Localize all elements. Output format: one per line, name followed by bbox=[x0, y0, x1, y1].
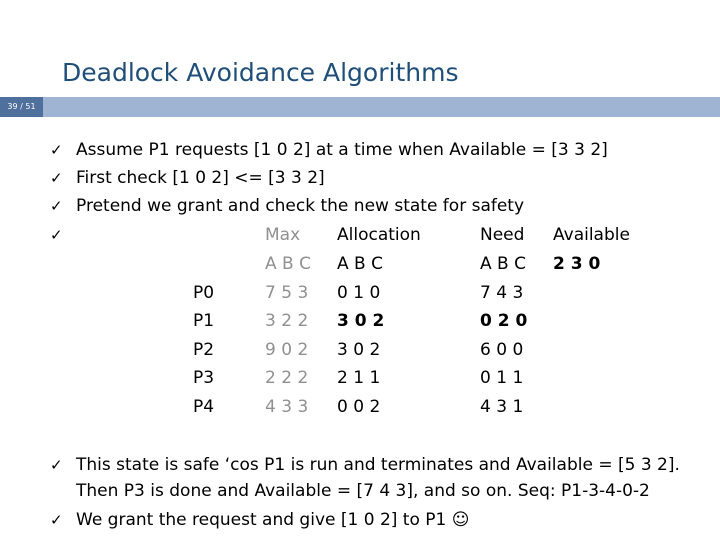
available-value: 2 3 0 bbox=[553, 254, 601, 274]
header-bar bbox=[0, 97, 720, 117]
header-allocation: Allocation bbox=[337, 225, 421, 245]
bullet-1 bbox=[50, 140, 608, 160]
bullet-2 bbox=[50, 168, 325, 188]
bullet-text: First check [1 0 2] <= [3 3 2] bbox=[76, 168, 325, 188]
check-icon: ✓ bbox=[50, 456, 63, 474]
bullet-4 bbox=[50, 225, 76, 245]
allocation-cell-highlighted: 3 0 2 bbox=[337, 311, 385, 331]
need-cell-highlighted: 0 2 0 bbox=[480, 311, 528, 331]
bullet-text: We grant the request and give [1 0 2] to P1 ☺ bbox=[76, 510, 470, 530]
max-cell: 3 2 2 bbox=[265, 311, 309, 331]
max-cell: 7 5 3 bbox=[265, 283, 309, 303]
bullet-6 bbox=[50, 510, 469, 530]
bullet-3 bbox=[50, 196, 524, 216]
allocation-cell: 2 1 1 bbox=[337, 368, 381, 388]
bullet-5 bbox=[50, 455, 680, 475]
process-label: P0 bbox=[193, 283, 215, 303]
process-label: P3 bbox=[193, 368, 215, 388]
process-label: P1 bbox=[193, 311, 215, 331]
header-max: Max bbox=[265, 225, 301, 245]
slide-number: 39 / 51 bbox=[0, 97, 43, 117]
check-icon: ✓ bbox=[50, 197, 63, 215]
bullet-text: Assume P1 requests [1 0 2] at a time when Available = [3 3 2] bbox=[76, 140, 608, 160]
max-cell: 4 3 3 bbox=[265, 397, 309, 417]
slide-title: Deadlock Avoidance Algorithms bbox=[62, 58, 459, 87]
check-icon: ✓ bbox=[50, 511, 63, 529]
process-label: P2 bbox=[193, 340, 215, 360]
header-need: Need bbox=[480, 225, 525, 245]
subheader-allocation: A B C bbox=[337, 254, 383, 274]
max-cell: 2 2 2 bbox=[265, 368, 309, 388]
allocation-cell: 0 0 2 bbox=[337, 397, 381, 417]
bullet-text: Pretend we grant and check the new state for safety bbox=[76, 196, 525, 216]
process-label: P4 bbox=[193, 397, 215, 417]
need-cell: 6 0 0 bbox=[480, 340, 524, 360]
bullet-5-continued: Then P3 is done and Available = [7 4 3], and so on. Seq: P1-3-4-0-2 bbox=[76, 481, 650, 501]
bullet-text: This state is safe ‘cos P1 is run and terminates and Available = [5 3 2]. bbox=[76, 455, 680, 475]
allocation-cell: 3 0 2 bbox=[337, 340, 381, 360]
need-cell: 4 3 1 bbox=[480, 397, 524, 417]
check-icon: ✓ bbox=[50, 141, 63, 159]
allocation-cell: 0 1 0 bbox=[337, 283, 381, 303]
subheader-max: A B C bbox=[265, 254, 311, 274]
need-cell: 7 4 3 bbox=[480, 283, 524, 303]
check-icon: ✓ bbox=[50, 226, 63, 244]
max-cell: 9 0 2 bbox=[265, 340, 309, 360]
need-cell: 0 1 1 bbox=[480, 368, 524, 388]
subheader-need: A B C bbox=[480, 254, 526, 274]
header-available: Available bbox=[553, 225, 630, 245]
check-icon: ✓ bbox=[50, 169, 63, 187]
